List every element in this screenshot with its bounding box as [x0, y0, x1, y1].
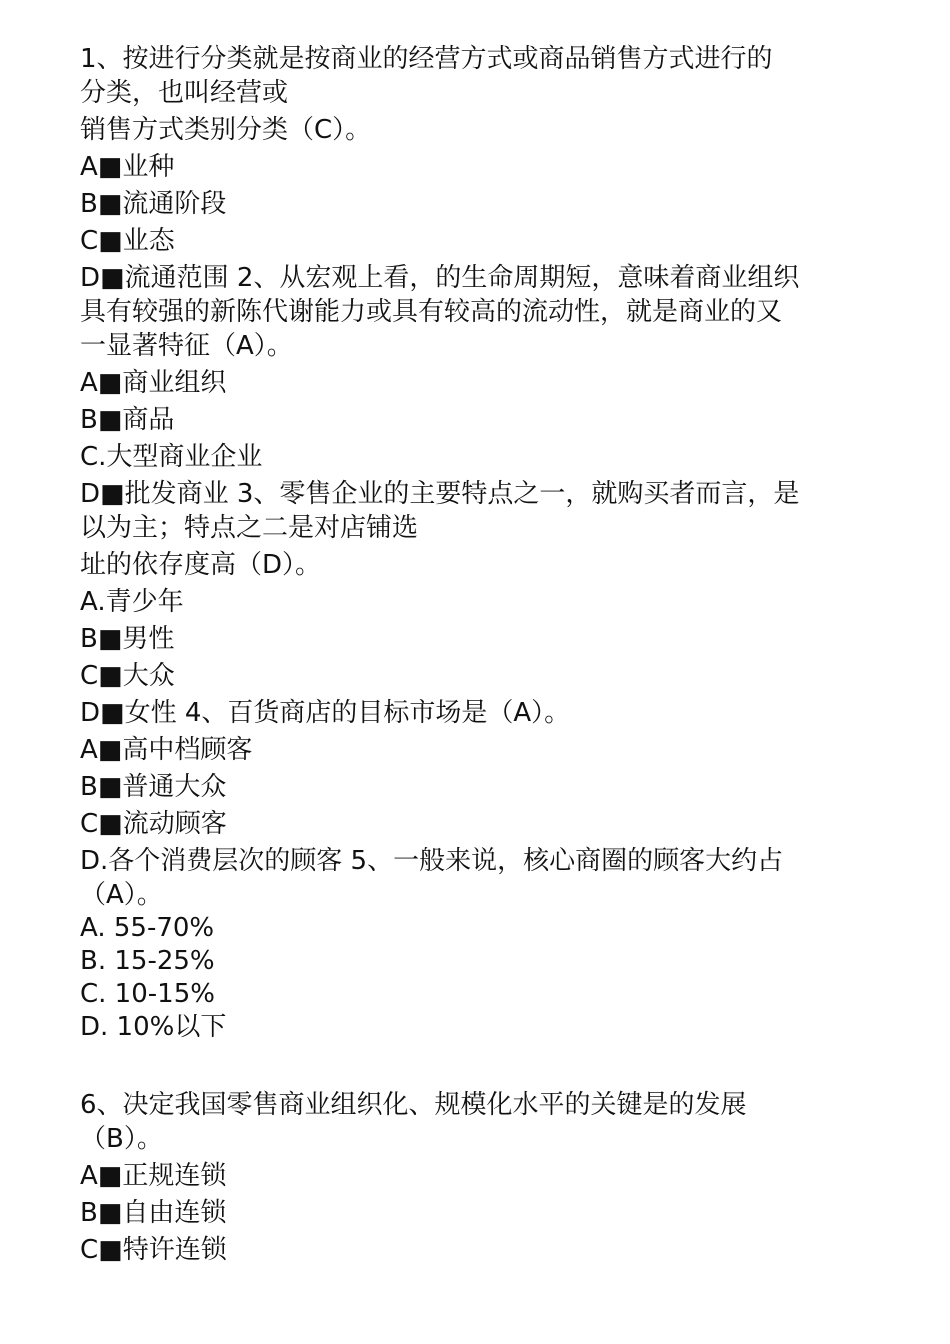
- question-3-option-c: C■大众: [80, 661, 175, 691]
- question-1-option-b: B■流通阶段: [80, 189, 227, 219]
- question-5-option-b: B. 15-25%: [80, 946, 215, 976]
- question-5-text-line-1: D.各个消费层次的顾客 5、一般来说，核心商圈的顾客大约占: [80, 846, 784, 876]
- question-5-text-line-2: （A）。: [80, 880, 163, 910]
- paragraph-spacer: [80, 1044, 880, 1088]
- question-3-text-line-2: 以为主；特点之二是对店铺选: [80, 513, 419, 543]
- question-5-option-a: A. 55-70%: [80, 913, 215, 943]
- question-4-text-line-1: D■女性 4、百货商店的目标市场是（A）。: [80, 698, 571, 728]
- document-page: [80, 42, 880, 1267]
- question-1-option-c: C■业态: [80, 226, 175, 256]
- question-2-option-a: A■商业组织: [80, 368, 227, 398]
- question-4-option-c: C■流动顾客: [80, 809, 227, 839]
- question-6-option-c: C■特许连锁: [80, 1235, 227, 1265]
- question-4-option-b: B■普通大众: [80, 772, 227, 802]
- question-6-option-a: A■正规连锁: [80, 1161, 227, 1191]
- question-6-option-b: B■自由连锁: [80, 1198, 227, 1228]
- question-1-text-line-1: 1、按进行分类就是按商业的经营方式或商品销售方式进行的: [80, 44, 773, 74]
- question-2-option-c: C.大型商业企业: [80, 442, 263, 472]
- question-3-option-b: B■男性: [80, 624, 175, 654]
- question-2-option-b: B■商品: [80, 405, 175, 435]
- question-1-option-a: A■业种: [80, 152, 175, 182]
- question-6-text-line-1: 6、决定我国零售商业组织化、规模化水平的关键是的发展: [80, 1090, 747, 1120]
- question-1-text-line-2: 分类，也叫经营或: [80, 78, 289, 108]
- question-2-text-line-1: D■流通范围 2、从宏观上看，的生命周期短，意味着商业组织: [80, 263, 800, 293]
- question-3-text-line-3: 址的依存度高（D）。: [80, 550, 322, 580]
- question-1-text-line-3: 销售方式类别分类（C）。: [80, 115, 372, 145]
- question-5-option-c: C. 10-15%: [80, 979, 215, 1009]
- question-2-text-line-2: 具有较强的新陈代谢能力或具有较高的流动性，就是商业的又: [80, 297, 783, 327]
- question-3-option-a: A.青少年: [80, 587, 184, 617]
- question-4-option-a: A■高中档顾客: [80, 735, 253, 765]
- question-6-text-line-2: （B）。: [80, 1124, 163, 1154]
- question-2-text-line-3: 一显著特征（A）。: [80, 331, 293, 361]
- question-3-text-line-1: D■批发商业 3、零售企业的主要特点之一，就购买者而言，是: [80, 479, 800, 509]
- question-5-option-d: D. 10%以下: [80, 1012, 227, 1042]
